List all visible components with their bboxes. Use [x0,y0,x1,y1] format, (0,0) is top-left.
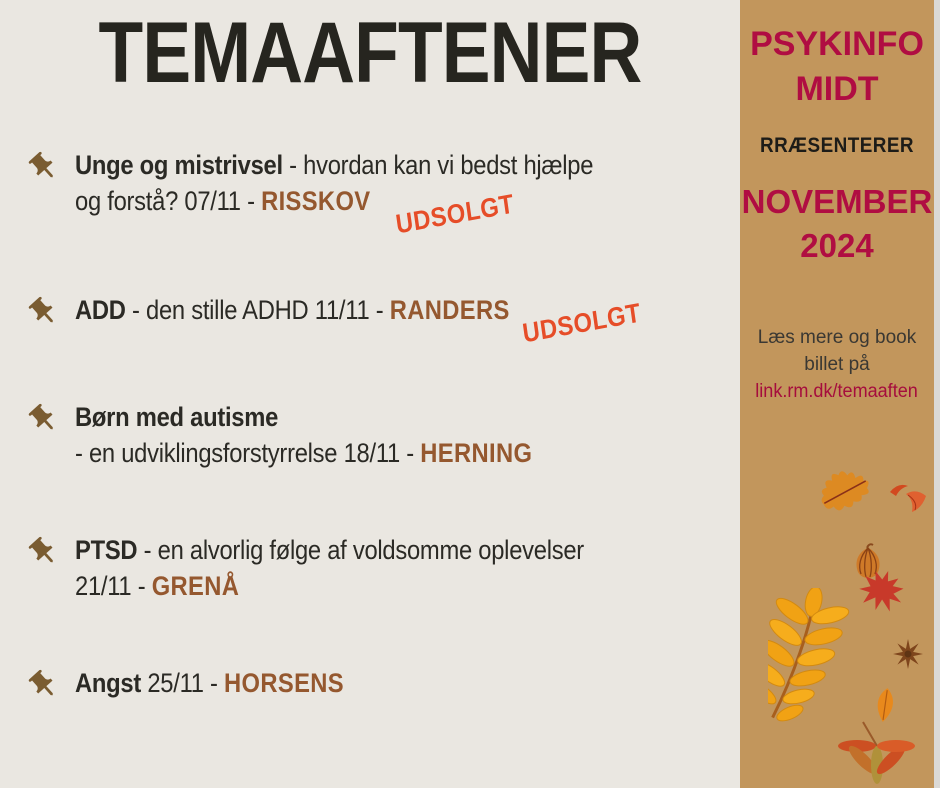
call-to-action [740,324,934,405]
page-title: TEMAAFTENER [98,5,642,101]
month-label [740,180,934,268]
presents-label: RRÆSENTERER [759,134,915,157]
sold-out-badge: UDSOLGT [520,297,643,349]
pushpin-icon [27,667,60,703]
event-item-unge-og-mistrivsel [0,147,740,240]
event-title: Unge og mistrivsel [75,150,283,180]
booking-link[interactable]: link.rm.dk/temaaften [755,381,919,402]
event-description: - den stille ADHD 11/11 - [125,295,390,325]
event-date: og forstå? 07/11 - [75,186,262,216]
sold-out-badge: UDSOLGT [393,188,516,240]
pushpin-icon [27,401,60,437]
red-leaf-fragments-icon [888,480,930,521]
rowan-leaf-icon [768,588,864,735]
event-date: 21/11 - [75,571,152,601]
event-title: ADD [75,295,126,325]
event-date: 25/11 - [141,668,225,698]
event-text [75,665,634,701]
pushpin-icon [27,294,60,330]
creeper-leaf-icon [835,716,921,788]
event-location: GRENÅ [151,571,240,601]
right-edge-strip [934,0,940,788]
event-title: Angst [75,668,141,698]
event-description: - en alvorlig følge af voldsomme oplevelser [137,535,584,565]
pushpin-icon [27,534,60,570]
pushpin-icon [27,149,60,185]
event-location: HORSENS [224,668,345,698]
event-item-add [0,292,740,349]
event-title: Børn med autisme [75,402,279,432]
brand-line1: PSYKINFO [750,25,924,63]
sidebar [740,0,934,788]
event-location: HERNING [420,438,533,468]
event-description: - en udviklingsforstyrrelse 18/11 - [75,438,421,468]
event-location: RANDERS [389,295,510,325]
star-anise-icon [892,638,924,675]
month-line1: NOVEMBER [741,183,933,220]
event-text [75,399,634,471]
month-line2: 2024 [800,227,874,264]
event-text [75,292,643,349]
event-item-ptsd [0,532,740,604]
event-item-angst [0,665,740,701]
brand-name [740,22,934,112]
oak-leaf-icon [816,464,874,523]
event-text [75,147,634,240]
maple-leaf-icon [858,568,906,619]
event-description: - hvordan kan vi bedst hjælpe [282,150,594,180]
cta-line2: billet på [804,354,870,375]
brand-line2: MIDT [795,70,879,108]
event-title: PTSD [75,535,138,565]
cta-line1: Læs mere og book [757,327,917,348]
event-item-born-med-autisme [0,399,740,471]
event-location: RISSKOV [261,186,371,216]
event-text [75,532,634,604]
